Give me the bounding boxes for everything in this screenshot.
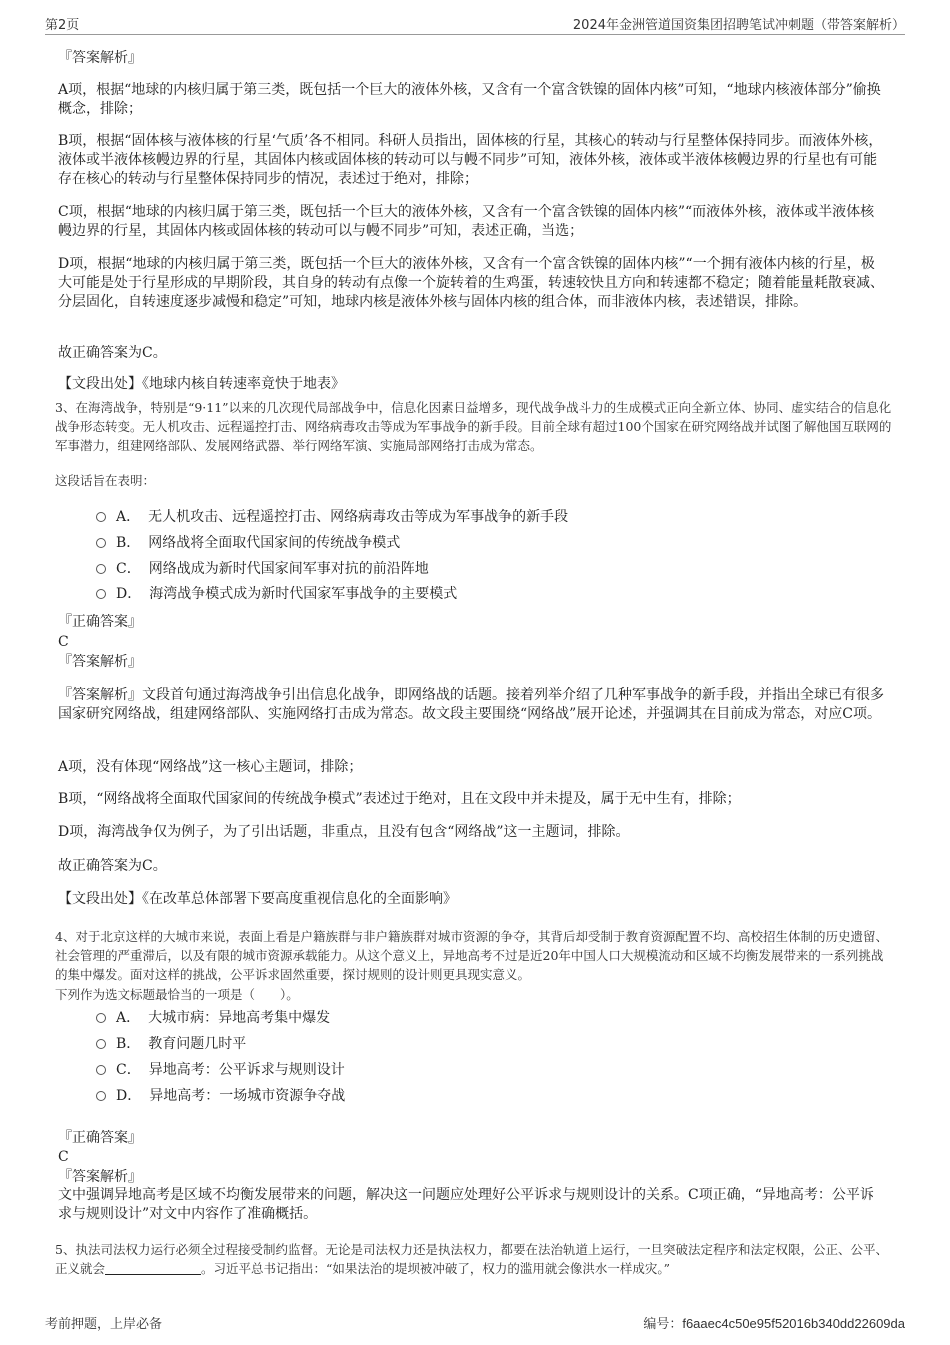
q3-option-a[interactable]: A． 无人机攻击、远程遥控打击、网络病毒攻击等成为军事战争的新手段 <box>96 508 568 527</box>
radio-icon[interactable] <box>96 538 106 548</box>
q4-analysis-heading: 『答案解析』 <box>58 1169 142 1185</box>
radio-icon[interactable] <box>96 1065 106 1075</box>
q3-answer: C <box>58 634 69 650</box>
q4-answer: C <box>58 1149 69 1165</box>
q3-analysis-main: 『答案解析』文段首句通过海湾战争引出信息化战争，即网络战的话题。接着列举介绍了几种军事战争的新手段，并指出全球已有很多国家研究网络战，组建网络部队、实施网络打击成为常态。故文段主要围绕“网络战”展开论述，并强调其在目前成为常态，对应C项。 <box>58 687 884 722</box>
q4-option-a[interactable]: A． 大城市病：异地高考集中爆发 <box>96 1009 330 1028</box>
document-title: 2024年金洲管道国资集团招聘笔试冲刺题（带答案解析） <box>572 18 905 33</box>
radio-icon[interactable] <box>96 1013 106 1023</box>
q3-option-d[interactable]: D． 海湾战争模式成为新时代国家军事战争的主要模式 <box>96 585 457 604</box>
q3-stem: 3、在海湾战争，特别是“9·11”以来的几次现代局部战争中，信息化因素日益增多，现代战争战斗力的生成模式正向全新立体、协同、虚实结合的信息化战争形态转变。无人机攻击、远程遥控打击、网络病毒攻击等成为军事战争的新手段。目前全球有超过100个国家在研究网络战并试图了解他国互联网的军事潜力，组建网络部队、发展网络武器、举行网络军演、实施局部网络打击成为常态。 <box>55 400 892 453</box>
q4-stem: 4、对于北京这样的大城市来说，表面上看是户籍族群与非户籍族群对城市资源的争夺，其背后却受制于教育资源配置不均、高校招生体制的历史遗留、社会管理的严重滞后，以及有限的城市资源承载能力。从这个意义上，异地高考不过是近20年中国人口大规模流动和区域不均衡发展带来的一系列挑战的集中爆发。面对这样的挑战，公平诉求固然重要，探讨规则的设计则更具现实意义。 <box>55 929 888 982</box>
q2-analysis-b: B项，根据“固体核与液体核的行星‘气质’各不相同。科研人员指出，固体核的行星，其核心的转动与行星整体保持同步。而液体外核，液体或半液体核幔边界的行星，其固体内核或固体核的转动可以与幔不同步”可知，液体外核，液体或半液体核幔边界的行星也有可能存在核心的转动与行星整体保持同步的情况，表述过于绝对，排除； <box>58 133 883 187</box>
q2-analysis-heading: 『答案解析』 <box>58 50 142 66</box>
page-number: 第2页 <box>45 18 80 33</box>
q4-option-c[interactable]: C． 异地高考：公平诉求与规则设计 <box>96 1061 345 1080</box>
radio-icon[interactable] <box>96 564 106 574</box>
radio-icon[interactable] <box>96 1039 106 1049</box>
q4-prompt: 下列作为选文标题最恰当的一项是（ ）。 <box>55 987 299 1002</box>
fill-in-blank[interactable] <box>105 1261 201 1275</box>
q2-analysis-d: D项，根据“地球的内核归属于第三类，既包括一个巨大的液体外核，又含有一个富含铁镍的固体内核”“一个拥有液体内核的行星，极大可能是处于行星形成的早期阶段，其自身的转动有点像一个旋转着的生鸡蛋，转速较快且方向和转速都不稳定；随着能量耗散衰减、分层固化，自转速度逐步减慢和稳定”可知，地球内核是液体外核与固体内核的组合体，而非液体内核，表述错误，排除。 <box>58 256 884 310</box>
q3-analysis-b: B项，“网络战将全面取代国家间的传统战争模式”表述过于绝对，且在文段中并未提及，属于无中生有，排除； <box>58 791 741 807</box>
q4-option-b[interactable]: B． 教育问题几时平 <box>96 1035 246 1054</box>
q2-analysis-c: C项，根据“地球的内核归属于第三类，既包括一个巨大的液体外核，又含有一个富含铁镍的固体内核”“而液体外核，液体或半液体核幔边界的行星，其固体内核或固体核的转动可以与幔不同步”可知，表述正确，当选； <box>58 204 875 239</box>
q3-prompt: 这段话旨在表明： <box>55 473 156 488</box>
q3-option-b[interactable]: B． 网络战将全面取代国家间的传统战争模式 <box>96 534 400 553</box>
radio-icon[interactable] <box>96 1091 106 1101</box>
q3-source: 【文段出处】《在改革总体部署下要高度重视信息化的全面影响》 <box>58 891 457 907</box>
q5-stem: 5、执法司法权力运行必须全过程接受制约监督。无论是司法权力还是执法权力，都要在法治轨道上运行，一旦突破法定程序和法定权限，公正、公平、正义就会 。习近平总书记指出：“如果法治的堤坝被冲破了，权力的滥用就会像洪水一样成灾。” <box>55 1242 888 1276</box>
q2-conclusion: 故正确答案为C。 <box>58 345 167 361</box>
q2-analysis-a: A项，根据“地球的内核归属于第三类，既包括一个巨大的液体外核，又含有一个富含铁镍的固体内核”可知，“地球内核液体部分”偷换概念，排除； <box>58 82 881 117</box>
radio-icon[interactable] <box>96 512 106 522</box>
q2-source: 【文段出处】《地球内核自转速率竟快于地表》 <box>58 376 345 392</box>
page-footer <box>45 1313 905 1333</box>
footer-slogan: 考前押题，上岸必备 <box>45 1317 163 1332</box>
q3-analysis-d: D项，海湾战争仅为例子，为了引出话题，非重点，且没有包含“网络战”这一主题词，排除。 <box>58 824 630 840</box>
q4-analysis-main: 文中强调异地高考是区域不均衡发展带来的问题，解决这一问题应处理好公平诉求与规则设计的关系。C项正确，“异地高考：公平诉求与规则设计”对文中内容作了准确概括。 <box>58 1187 874 1222</box>
q4-answer-heading: 『正确答案』 <box>58 1130 142 1146</box>
q3-analysis-a: A项，没有体现“网络战”这一核心主题词，排除； <box>58 759 363 775</box>
q3-option-c[interactable]: C． 网络战成为新时代国家间军事对抗的前沿阵地 <box>96 560 429 579</box>
page-header <box>45 12 905 35</box>
q3-analysis-heading: 『答案解析』 <box>58 654 142 670</box>
q4-option-d[interactable]: D． 异地高考：一场城市资源争夺战 <box>96 1087 345 1106</box>
q3-conclusion: 故正确答案为C。 <box>58 858 167 874</box>
radio-icon[interactable] <box>96 589 106 599</box>
document-code: 编号：f6aaec4c50e95f52016b340dd22609da <box>643 1316 905 1332</box>
q3-answer-heading: 『正确答案』 <box>58 614 142 630</box>
